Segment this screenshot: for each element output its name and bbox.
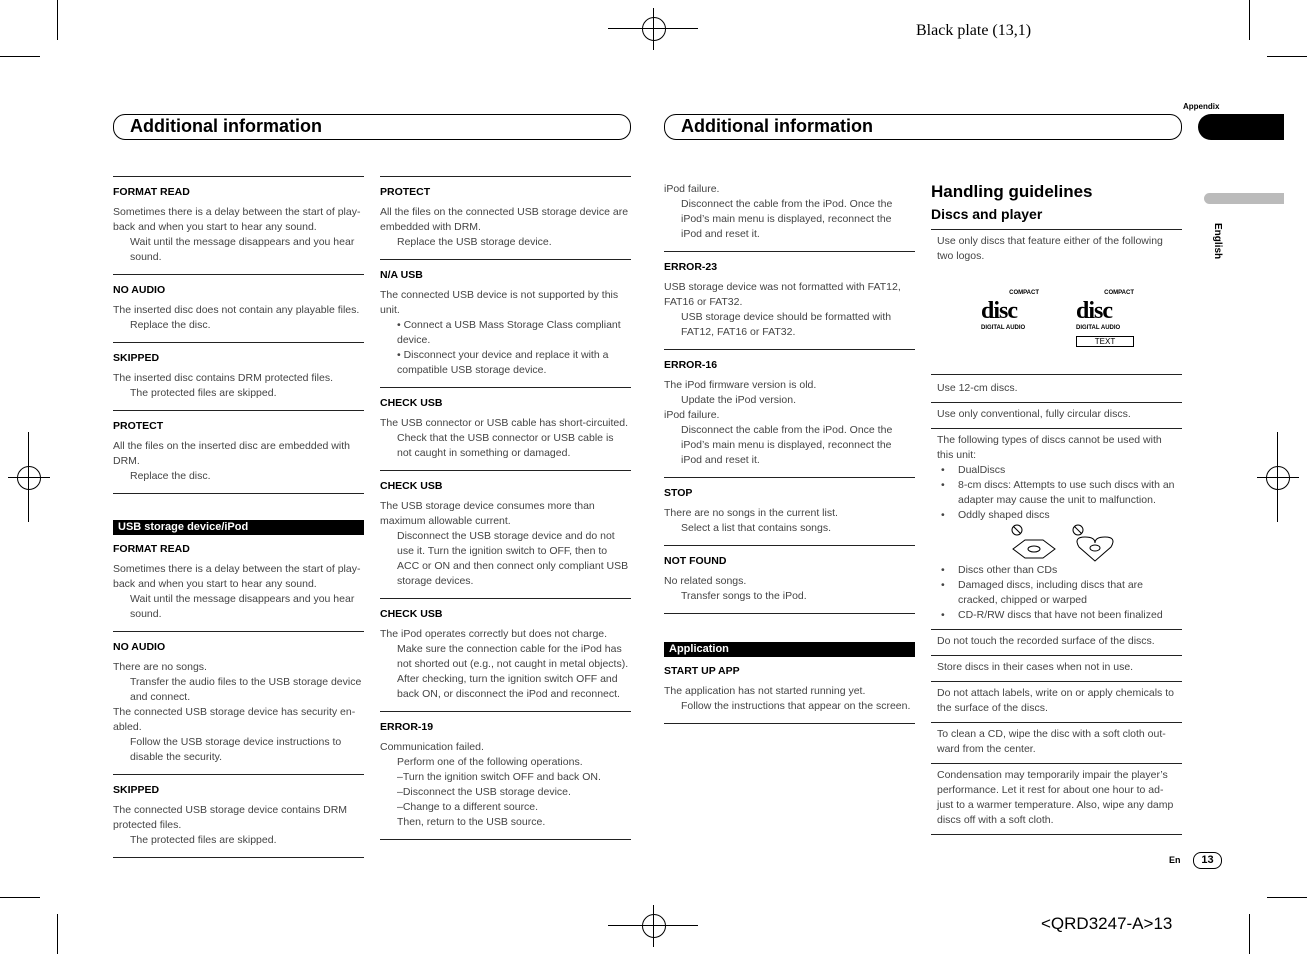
remedy-text: Transfer songs to the iPod.: [681, 590, 807, 602]
message-title: ERROR-19: [380, 721, 434, 733]
registration-mark: [17, 466, 41, 490]
column-4: [931, 184, 1182, 835]
message-title: START UP APP: [664, 665, 740, 677]
remedy-text: Follow the USB storage device instructions to disable the security.: [130, 736, 342, 763]
remedy-text: –Change to a different source.: [397, 801, 539, 813]
logo-digital-text: DIGITAL AUDIO: [981, 325, 1026, 331]
bullet-dot: •: [941, 564, 945, 576]
column-3: [664, 176, 915, 724]
section-subtitle: Discs and player: [931, 206, 1043, 222]
registration-mark: [642, 914, 666, 938]
crop-mark: [1267, 56, 1307, 57]
bullet-dot: •: [941, 464, 945, 476]
cause-text: All the files on the inserted disc are embedded with DRM.: [113, 440, 350, 467]
message-title: PROTECT: [113, 420, 164, 432]
message-entry: [380, 260, 631, 388]
message-title: CHECK USB: [380, 397, 443, 409]
remedy-text: • Disconnect your device and replace it with a compatible USB storage device.: [397, 349, 609, 376]
crop-mark: [653, 8, 654, 50]
bullet-item: [937, 463, 1176, 478]
message-title: FORMAT READ: [113, 186, 190, 198]
bullet-dot: •: [941, 609, 945, 621]
plate-label: Black plate (13,1): [916, 22, 1032, 39]
message-entry: [664, 350, 915, 478]
bullet-text: Discs other than CDs: [958, 564, 1058, 576]
message-title: CHECK USB: [380, 608, 443, 620]
message-entry: [113, 176, 364, 275]
crop-mark: [1249, 0, 1250, 40]
cause-text: Sometimes there is a delay between the start of play-back and when you start to hear any sound.: [113, 563, 361, 590]
cause-text: Sometimes there is a delay between the start of play-back and when you start to hear any sound.: [113, 206, 361, 233]
cause-text: The iPod firmware version is old.: [664, 379, 817, 391]
language-tab-label: English: [1212, 223, 1223, 260]
bullet-text: CD-R/RW discs that have not been finalized: [958, 609, 1163, 621]
message-title: SKIPPED: [113, 784, 160, 796]
registration-mark: [642, 17, 666, 41]
cause-text: USB storage device was not formatted with FAT12, FAT16 or FAT32.: [664, 281, 901, 308]
remedy-text: Disconnect the cable from the iPod. Once the iPod’s main menu is displayed, reconnect the iPod and reset it.: [681, 198, 893, 240]
section-bar: Application: [664, 642, 915, 657]
cause-text: No related songs.: [664, 575, 747, 587]
message-title: FORMAT READ: [113, 543, 190, 555]
disc-types-intro: The following types of discs cannot be used with this unit:: [937, 434, 1162, 461]
message-title: NO AUDIO: [113, 641, 166, 653]
message-entry: [380, 388, 631, 471]
bullet-text: 8-cm discs: Attempts to use such discs with an adapter may cause the unit to malfunction.: [958, 479, 1175, 506]
column-2: [380, 176, 631, 840]
guideline-cell: Use 12-cm discs.: [931, 375, 1182, 403]
cause-text: The connected USB storage device contains DRM protected files.: [113, 804, 348, 831]
message-title: ERROR-23: [664, 261, 718, 273]
crop-mark: [1267, 897, 1307, 898]
logo-digital-text: DIGITAL AUDIO: [1076, 325, 1121, 331]
remedy-text: • Connect a USB Mass Storage Class compliant device.: [397, 319, 621, 346]
compact-disc-logo: [981, 286, 1039, 336]
remedy-text: Transfer the audio files to the USB storage device and connect.: [130, 676, 362, 703]
logo-compact-text: COMPACT: [1009, 290, 1039, 296]
bullet-item: [937, 563, 1176, 578]
message-title: N/A USB: [380, 269, 423, 281]
message-entry: [380, 471, 631, 599]
cause-text: All the files on the connected USB storage device are embedded with DRM.: [380, 206, 629, 233]
remedy-text: USB storage device should be formatted with FAT12, FAT16 or FAT32.: [681, 311, 892, 338]
crop-mark: [653, 905, 654, 947]
header-right: [664, 114, 1182, 140]
remedy-text: Wait until the message disappears and you hear sound.: [130, 236, 355, 263]
remedy-text: The protected files are skipped.: [130, 834, 277, 846]
cause-text: iPod failure.: [664, 409, 720, 421]
message-entry: [664, 176, 915, 252]
registration-mark: [1266, 466, 1290, 490]
bullet-item: [937, 478, 1176, 508]
crop-mark: [0, 56, 40, 57]
crop-mark: [8, 477, 50, 478]
guideline-cell: Condensation may temporarily impair the player’s performance. Let it rest for about one hour to ad-just to a warmer temperature. Also, wipe any damp discs off with a soft cloth.: [931, 764, 1182, 835]
header-left: [113, 114, 631, 140]
bullet-dot: •: [941, 509, 945, 521]
disc-types-list-a: [937, 463, 1176, 523]
cause-text: The connected USB device is not supported by this unit.: [380, 289, 619, 316]
cause-text: The application has not started running yet.: [664, 685, 866, 697]
bullet-text: Damaged discs, including discs that are cracked, chipped or warped: [958, 579, 1144, 606]
remedy-text: Update the iPod version.: [681, 394, 796, 406]
crop-mark: [1249, 914, 1250, 954]
remedy-text: The protected files are skipped.: [130, 387, 277, 399]
cause-text: iPod failure.: [664, 183, 720, 195]
message-title: STOP: [664, 487, 693, 499]
message-entry: [113, 632, 364, 775]
column-1: [113, 176, 364, 858]
appendix-label: Appendix: [1183, 102, 1220, 111]
cause-text: The inserted disc contains DRM protected files.: [113, 372, 334, 384]
message-entry: [380, 176, 631, 260]
message-entry: [113, 775, 364, 858]
remedy-text: Then, return to the USB source.: [397, 816, 546, 828]
bullet-item: [937, 578, 1176, 608]
message-entry: [664, 478, 915, 546]
cause-text: There are no songs in the current list.: [664, 507, 838, 519]
remedy-text: Replace the disc.: [130, 470, 211, 482]
remedy-text: Check that the USB connector or USB cable is not caught in something or damaged.: [397, 432, 614, 459]
language-tab-bar: [1204, 193, 1284, 204]
logo-cell: [931, 229, 1182, 375]
logo-disc-text: disc: [1076, 298, 1113, 324]
guideline-cell: Store discs in their cases when not in use.: [931, 656, 1182, 682]
heart-disc-icon: [1077, 537, 1113, 561]
logo-text-box: TEXT: [1076, 336, 1134, 347]
crop-mark: [28, 432, 29, 522]
crop-mark: [1257, 477, 1299, 478]
bullet-dot: •: [941, 579, 945, 591]
message-title: NOT FOUND: [664, 555, 727, 567]
page-number: 13: [1193, 852, 1222, 869]
odd-shaped-disc-illustration: [937, 523, 1188, 565]
remedy-text: Select a list that contains songs.: [681, 522, 831, 534]
guideline-cells: [931, 630, 1182, 835]
cause-text: The USB connector or USB cable has short-circuited.: [380, 417, 629, 429]
section-bar: USB storage device/iPod: [113, 520, 364, 535]
cause-text: Communication failed.: [380, 741, 484, 753]
guideline-cell: To clean a CD, wipe the disc with a soft cloth out-ward from the center.: [931, 723, 1182, 764]
message-title: SKIPPED: [113, 352, 160, 364]
message-entry: [380, 712, 631, 840]
message-title: ERROR-16: [664, 359, 718, 371]
remedy-text: Perform one of the following operations.: [397, 756, 583, 768]
header-left-title: Additional information: [130, 116, 322, 136]
remedy-text: Disconnect the cable from the iPod. Once the iPod’s main menu is displayed, reconnect the iPod and reset it.: [681, 424, 893, 466]
odd-disc-icons: [937, 523, 1176, 563]
message-entry: [113, 542, 364, 632]
remedy-text: Follow the instructions that appear on the screen.: [681, 700, 911, 712]
crop-mark: [57, 914, 58, 954]
remedy-text: Replace the disc.: [130, 319, 211, 331]
message-title: PROTECT: [380, 186, 431, 198]
logo-disc-text: disc: [981, 298, 1018, 324]
crop-mark: [57, 0, 58, 40]
octagon-disc-icon: [1013, 540, 1055, 558]
disc-types-list-b: [937, 563, 1176, 623]
bullet-text: Oddly shaped discs: [958, 509, 1050, 521]
page-language: En: [1169, 855, 1181, 865]
remedy-text: –Disconnect the USB storage device.: [397, 786, 571, 798]
remedy-text: Make sure the connection cable for the iPod has not shorted out (e.g., not caught in metal objects). After checking, turn the ignition switch OFF and back ON, or disconnect the iPod and reconnect.: [397, 643, 629, 700]
message-entry: [380, 599, 631, 712]
cause-text: The iPod operates correctly but does not charge.: [380, 628, 608, 640]
message-entry: [664, 546, 915, 614]
message-entry: [664, 664, 915, 724]
remedy-text: Disconnect the USB storage device and do not use it. Turn the ignition switch to OFF, then to ACC or ON and then connect only compliant USB storage devices.: [397, 530, 629, 587]
cause-text: The inserted disc does not contain any playable files.: [113, 304, 360, 316]
remedy-text: Replace the USB storage device.: [397, 236, 552, 248]
compact-disc-text-logo: [1076, 286, 1134, 347]
message-title: CHECK USB: [380, 480, 443, 492]
message-entry: [113, 275, 364, 343]
bullet-item: [937, 508, 1176, 523]
message-entry: [113, 343, 364, 411]
header-right-title: Additional information: [681, 116, 873, 136]
cause-text: The connected USB storage device has security en-abled.: [113, 706, 356, 733]
bullet-item: [937, 608, 1176, 623]
guideline-cell: Do not touch the recorded surface of the discs.: [931, 630, 1182, 656]
logo-intro: Use only discs that feature either of the following two logos.: [937, 235, 1163, 262]
message-entry: [113, 411, 364, 494]
appendix-tab: [1198, 114, 1284, 140]
remedy-text: –Turn the ignition switch OFF and back ON.: [397, 771, 601, 783]
guideline-cell: Use only conventional, fully circular discs.: [931, 403, 1182, 429]
bullet-text: DualDiscs: [958, 464, 1006, 476]
logo-compact-text: COMPACT: [1104, 290, 1134, 296]
section-title: Handling guidelines: [931, 182, 1093, 201]
prohibited-icon: [1012, 525, 1083, 535]
message-entry: [664, 252, 915, 350]
crop-mark: [0, 897, 40, 898]
disc-types-cell: [931, 429, 1182, 630]
remedy-text: Wait until the message disappears and you hear sound.: [130, 593, 355, 620]
guideline-cell: Do not attach labels, write on or apply chemicals to the surface of the discs.: [931, 682, 1182, 723]
bullet-dot: •: [941, 479, 945, 491]
message-title: NO AUDIO: [113, 284, 166, 296]
cause-text: The USB storage device consumes more than maximum allowable current.: [380, 500, 595, 527]
crop-mark: [1277, 432, 1278, 522]
document-code: <QRD3247-A>13: [1041, 914, 1173, 933]
cause-text: There are no songs.: [113, 661, 207, 673]
